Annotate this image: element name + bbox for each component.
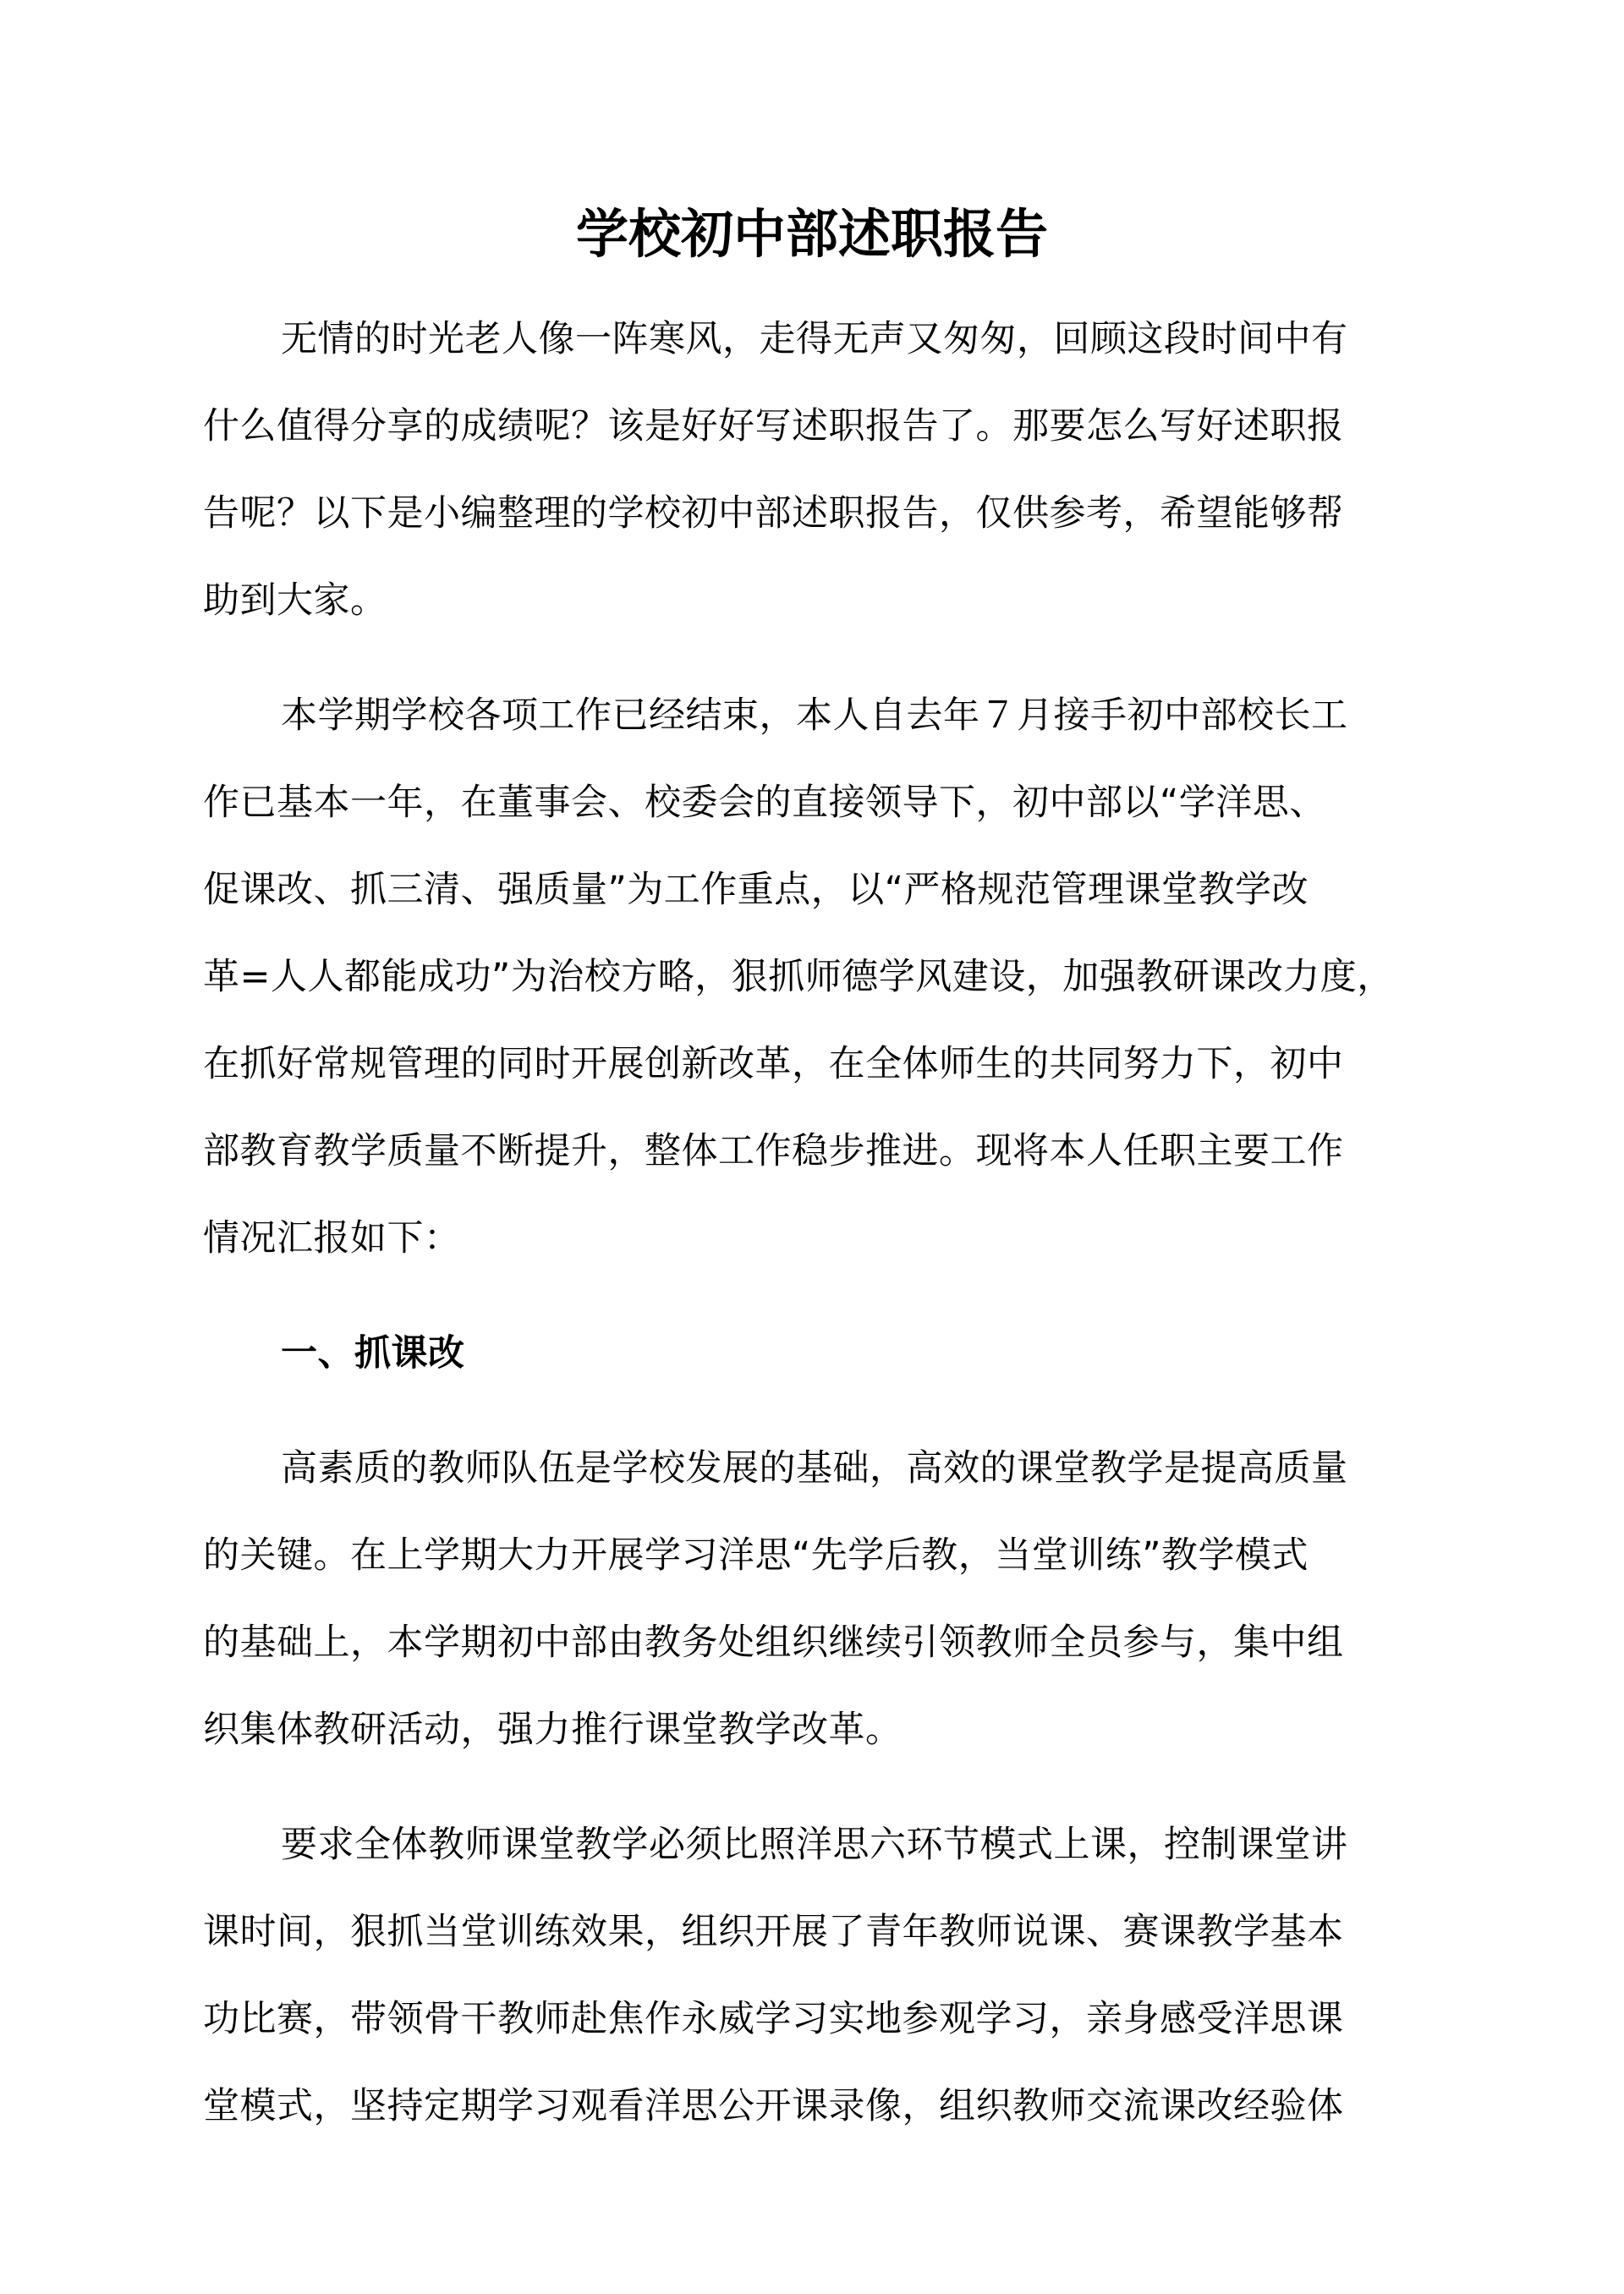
paragraph-line: 本学期学校各项工作已经结束，本人自去年７月接手初中部校长工: [281, 694, 1348, 737]
paragraph-intro: [203, 296, 1436, 645]
paragraph-line: 的关键。在上学期大力开展学习洋思“先学后教，当堂训练”教学模式: [203, 1534, 1309, 1577]
paragraph-line: 课时间，狠抓当堂训练效果，组织开展了青年教师说课、赛课教学基本: [203, 1911, 1344, 1953]
paragraph-line: 告呢？以下是小编整理的学校初中部述职报告，仅供参考，希望能够帮: [203, 492, 1344, 535]
paragraph-line: 高素质的教师队伍是学校发展的基础，高效的课堂教学是提高质量: [281, 1447, 1348, 1490]
paragraph-line: 功比赛，带领骨干教师赴焦作永威学习实地参观学习，亲身感受洋思课: [203, 1998, 1344, 2040]
paragraph-line: 的基础上，本学期初中部由教务处组织继续引领教师全员参与，集中组: [203, 1622, 1344, 1664]
paragraph-line: 要求全体教师课堂教学必须比照洋思六环节模式上课，控制课堂讲: [281, 1824, 1348, 1866]
paragraph-line: 助到大家。: [203, 579, 387, 622]
document-body: [203, 296, 1436, 2150]
document-title: 学校初中部述职报告: [575, 203, 1048, 265]
paragraph-summary: [203, 672, 1436, 1282]
paragraph-line: 什么值得分享的成绩呢？该是好好写述职报告了。那要怎么写好述职报: [203, 405, 1344, 447]
paragraph-line: 堂模式，坚持定期学习观看洋思公开课录像，组织教师交流课改经验体: [203, 2085, 1344, 2127]
paragraph-line: 部教育教学质量不断提升，整体工作稳步推进。现将本人任职主要工作: [203, 1130, 1344, 1172]
paragraph-line: 革=人人都能成功”为治校方略，狠抓师德学风建设，加强教研课改力度，: [203, 956, 1394, 998]
paragraph-line: 情况汇报如下：: [203, 1217, 461, 1260]
paragraph-line: 织集体教研活动，强力推行课堂教学改革。: [203, 1709, 903, 1751]
section-heading: 一、抓课改: [281, 1332, 465, 1375]
paragraph-teaching-requirements: [203, 1802, 1436, 2150]
paragraph-line: 无情的时光老人像一阵寒风，走得无声又匆匆，回顾这段时间中有: [281, 318, 1348, 360]
paragraph-line: 作已基本一年，在董事会、校委会的直接领导下，初中部以“学洋思、: [203, 782, 1326, 824]
paragraph-line: 促课改、抓三清、强质量”为工作重点，以“严格规范管理课堂教学改: [203, 869, 1309, 911]
paragraph-curriculum-reform: [203, 1425, 1436, 1774]
paragraph-line: 在抓好常规管理的同时开展创新改革，在全体师生的共同努力下，初中: [203, 1043, 1344, 1085]
